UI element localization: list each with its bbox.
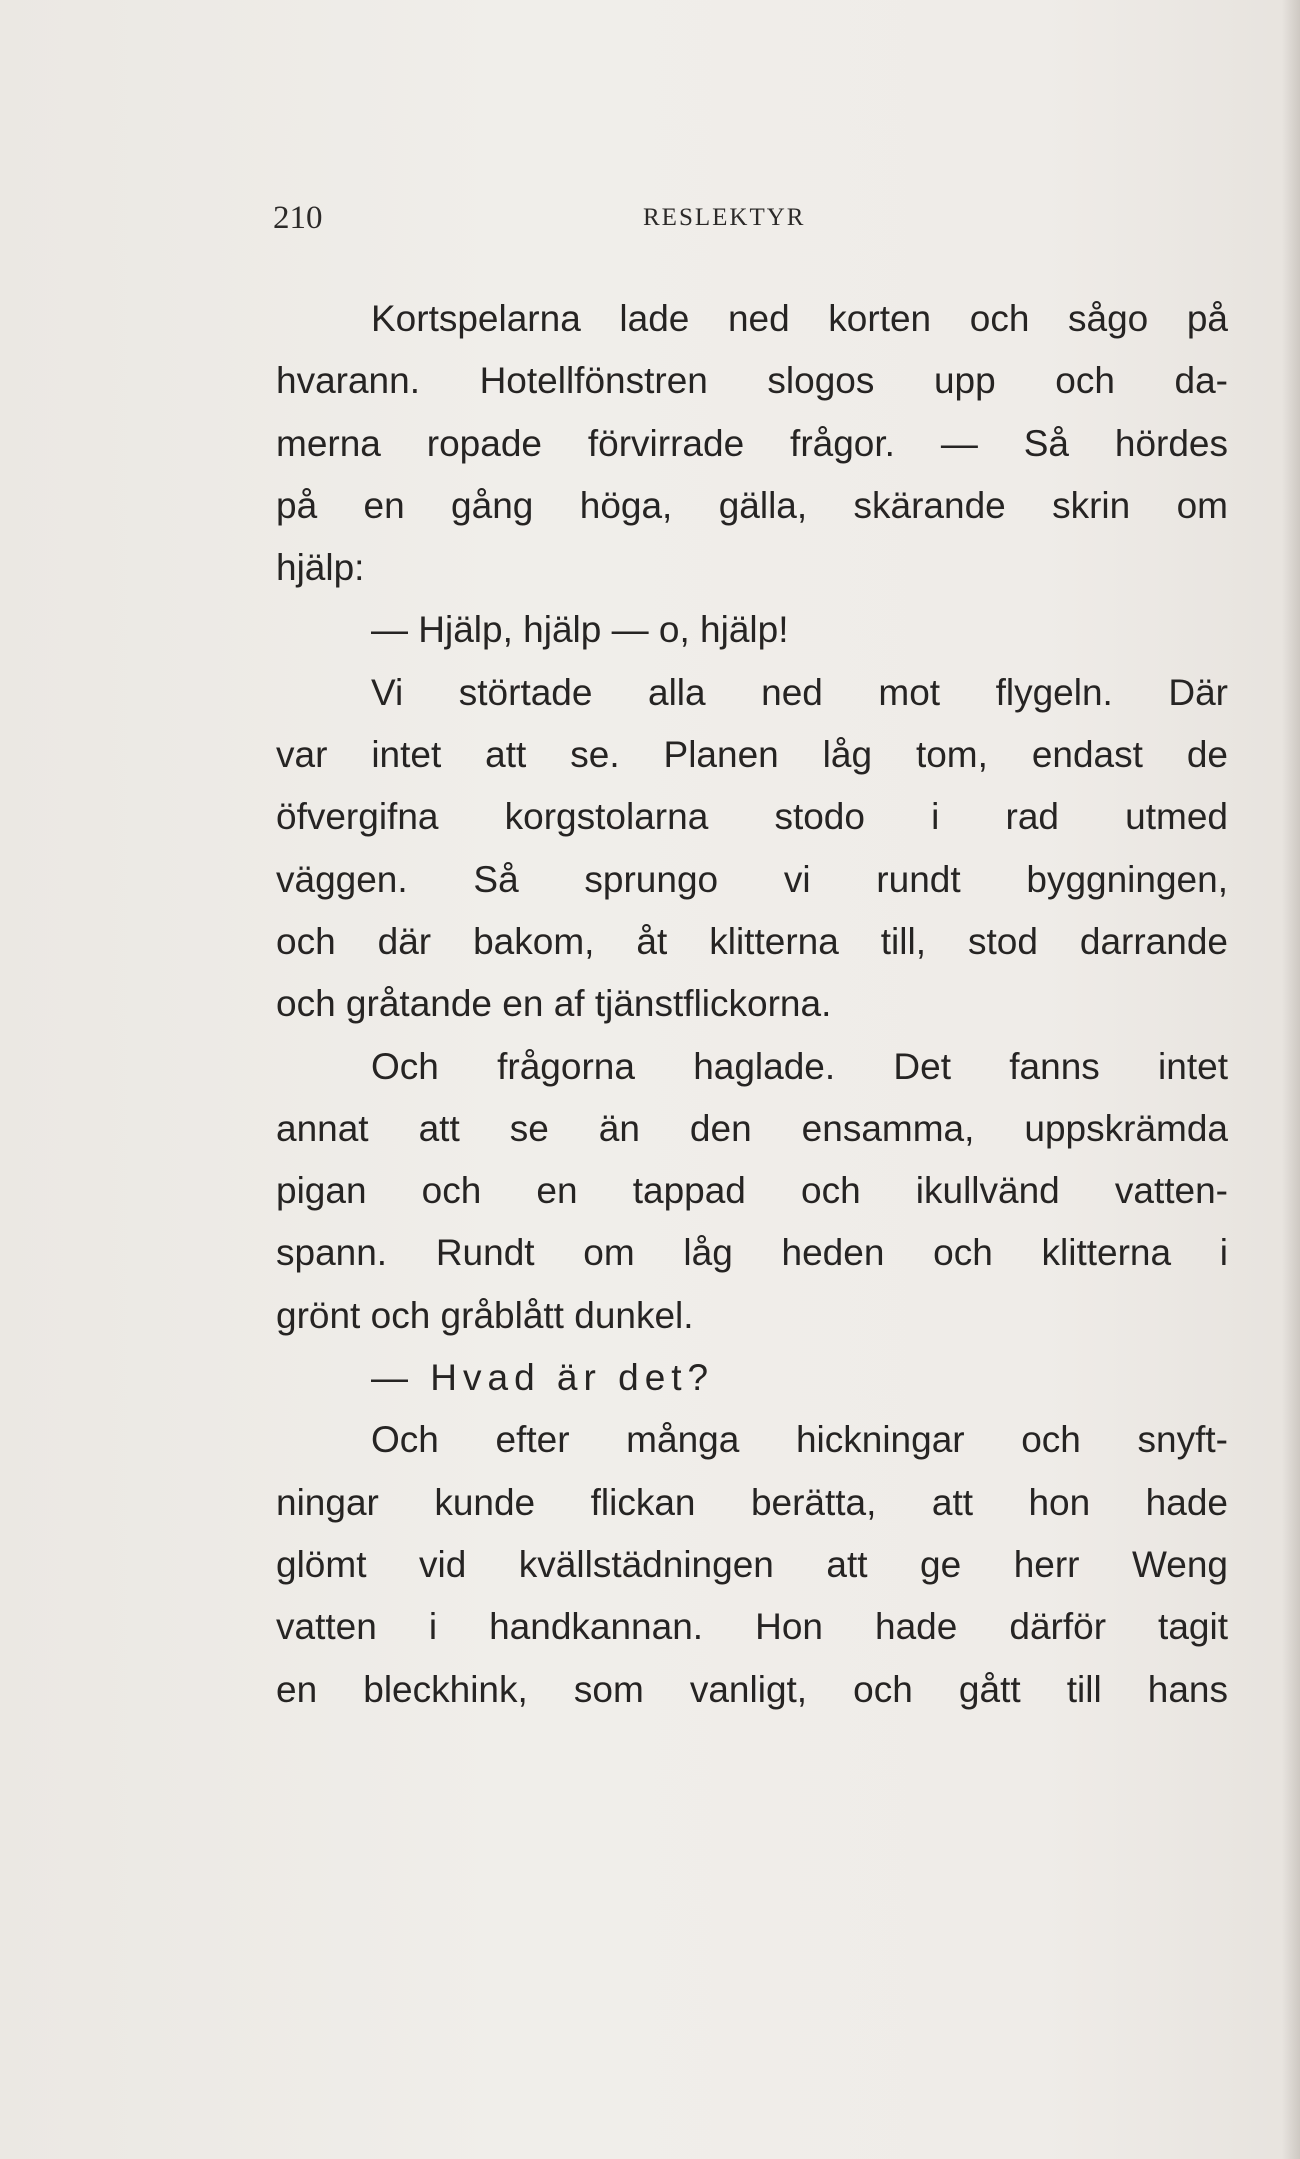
text-line: väggen. Så sprungo vi rundt byggningen, <box>276 858 1228 900</box>
text-line: och gråtande en af tjänstflickorna. <box>276 983 832 1025</box>
text-line: var intet att se. Planen låg tom, endast de <box>276 734 1228 776</box>
page-number: 210 <box>273 200 323 236</box>
text-line: Kortspelarna lade ned korten och sågo på <box>371 298 1228 339</box>
text-line: hjälp: <box>276 547 365 589</box>
page-edge-shadow <box>1282 0 1300 2159</box>
running-title: RESLEKTYR <box>643 204 806 231</box>
text-line: på en gång höga, gälla, skärande skrin om <box>276 484 1228 526</box>
text-line: Och frågorna haglade. Det fanns intet <box>371 1045 1228 1087</box>
text-line: — Hjälp, hjälp — o, hjälp! <box>371 609 789 651</box>
text-line: merna ropade förvirrade frågor. — Så hördes <box>276 422 1228 464</box>
text-line: Och efter många hickningar och snyft- <box>371 1419 1228 1461</box>
text-line: ningar kunde flickan berätta, att hon hade <box>276 1481 1228 1523</box>
text-line: glömt vid kvällstädningen att ge herr Weng <box>276 1543 1228 1585</box>
text-line: — Hvad är det? <box>371 1357 715 1399</box>
text-line: och där bakom, åt klitterna till, stod darrande <box>276 920 1228 962</box>
text-line: en bleckhink, som vanligt, och gått till hans <box>276 1668 1228 1710</box>
body-text <box>276 288 1228 1721</box>
text-line: pigan och en tappad och ikullvänd vatten- <box>276 1170 1228 1212</box>
text-line: grönt och gråblått dunkel. <box>276 1294 694 1336</box>
text-line: vatten i handkannan. Hon hade därför tagit <box>276 1606 1228 1648</box>
text-line: annat att se än den ensamma, uppskrämda <box>276 1107 1228 1149</box>
text-line: spann. Rundt om låg heden och klitterna i <box>276 1232 1228 1274</box>
page-header <box>273 200 1228 240</box>
text-line: öfvergifna korgstolarna stodo i rad utmed <box>276 796 1228 838</box>
text-line: Vi störtade alla ned mot flygeln. Där <box>371 671 1228 713</box>
text-line: hvarann. Hotellfönstren slogos upp och da- <box>276 360 1228 402</box>
